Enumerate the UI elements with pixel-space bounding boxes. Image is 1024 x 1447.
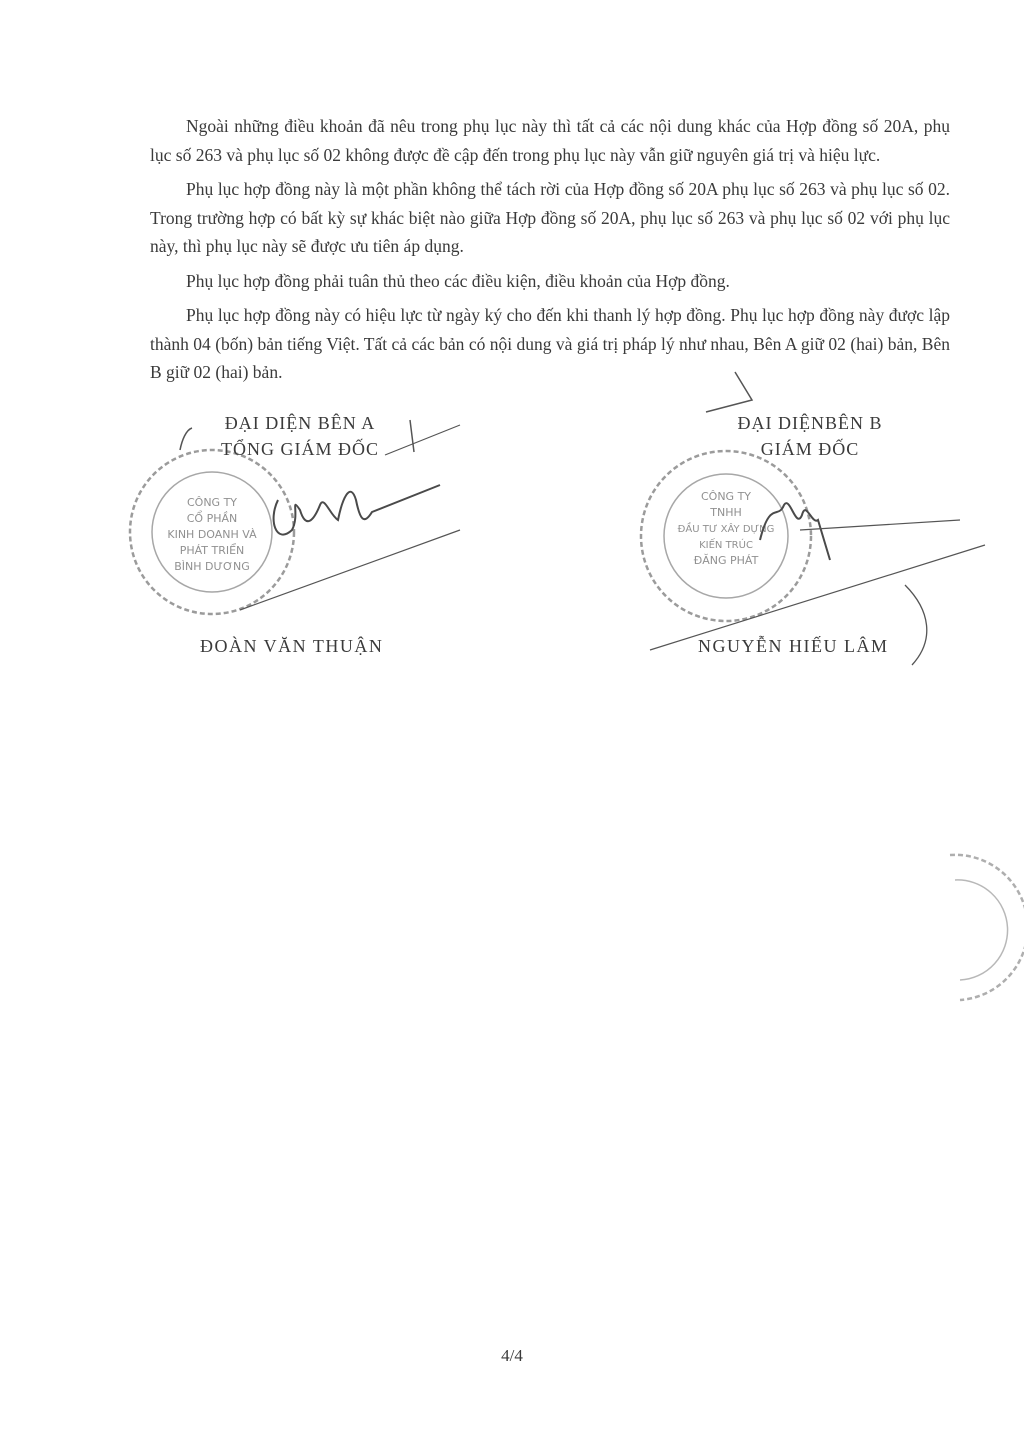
party-b-signer-name: NGUYỄN HIẾU LÂM (698, 636, 889, 656)
party-b-position: GIÁM ĐỐC (760, 439, 860, 459)
party-a-signer-name: ĐOÀN VĂN THUẬN (200, 636, 384, 656)
party-b-company-stamp (641, 451, 811, 621)
svg-text:CÔNG TY: CÔNG TY (700, 490, 752, 503)
paragraph-compliance: Phụ lục hợp đồng phải tuân thủ theo các điều kiện, điều khoản của Hợp đồng. (186, 270, 730, 291)
paragraph-other-terms: Ngoài những điều khoản đã nêu trong phụ lục này thì tất cả các nội dung khác của Hợp đồng số 20A, phụ lục số 263 và phụ lục số 02 không được đề cập đến trong phụ lục này vẫn giữ nguyên giá trị và hiệu lực. (150, 116, 950, 165)
svg-text:TNHH: TNHH (710, 506, 742, 519)
party-b-signature-block (680, 410, 940, 462)
svg-text:ĐẦU TƯ XÂY DỰNG: ĐẦU TƯ XÂY DỰNG (677, 524, 775, 535)
party-a-signature-block (170, 410, 430, 462)
svg-text:CỔ PHẦN: CỔ PHẦN (186, 512, 238, 525)
party-a-company-stamp (130, 450, 294, 614)
svg-text:PHÁT TRIỂN: PHÁT TRIỂN (179, 544, 245, 557)
partial-seal-mark (950, 855, 1024, 1000)
svg-text:KIẾN TRÚC: KIẾN TRÚC (699, 540, 753, 551)
svg-text:CÔNG TY: CÔNG TY (186, 496, 238, 509)
paragraph-inseparable-part: Phụ lục hợp đồng này là một phần không thể tách rời của Hợp đồng số 20A phụ lục số 263 và phụ lục số 02. Trong trường hợp có bất kỳ sự khác biệt nào giữa Hợp đồng số 20A, phụ lục số 263 và phụ lục số 02 với phụ lục này, thì phụ lục này sẽ được ưu tiên áp dụng. (150, 179, 950, 256)
svg-text:BÌNH DƯƠNG: BÌNH DƯƠNG (174, 560, 250, 573)
page-number: 4/4 (501, 1346, 523, 1365)
svg-text:ĐĂNG PHÁT: ĐĂNG PHÁT (693, 554, 759, 567)
svg-text:KINH DOANH VÀ: KINH DOANH VÀ (167, 528, 257, 541)
party-b-representative-label: ĐẠI DIỆNBÊN B (737, 413, 883, 433)
party-a-position: TỔNG GIÁM ĐỐC (221, 439, 379, 459)
party-a-representative-label: ĐẠI DIỆN BÊN A (224, 413, 376, 433)
paragraph-effectiveness: Phụ lục hợp đồng này có hiệu lực từ ngày ký cho đến khi thanh lý hợp đồng. Phụ lục hợp đồng này được lập thành 04 (bốn) bản tiếng Việt. Tất cả các bản có nội dung và giá trị pháp lý như nhau, Bên A giữ 02 (hai) bản, Bên B giữ 02 (hai) bản. (150, 305, 950, 382)
